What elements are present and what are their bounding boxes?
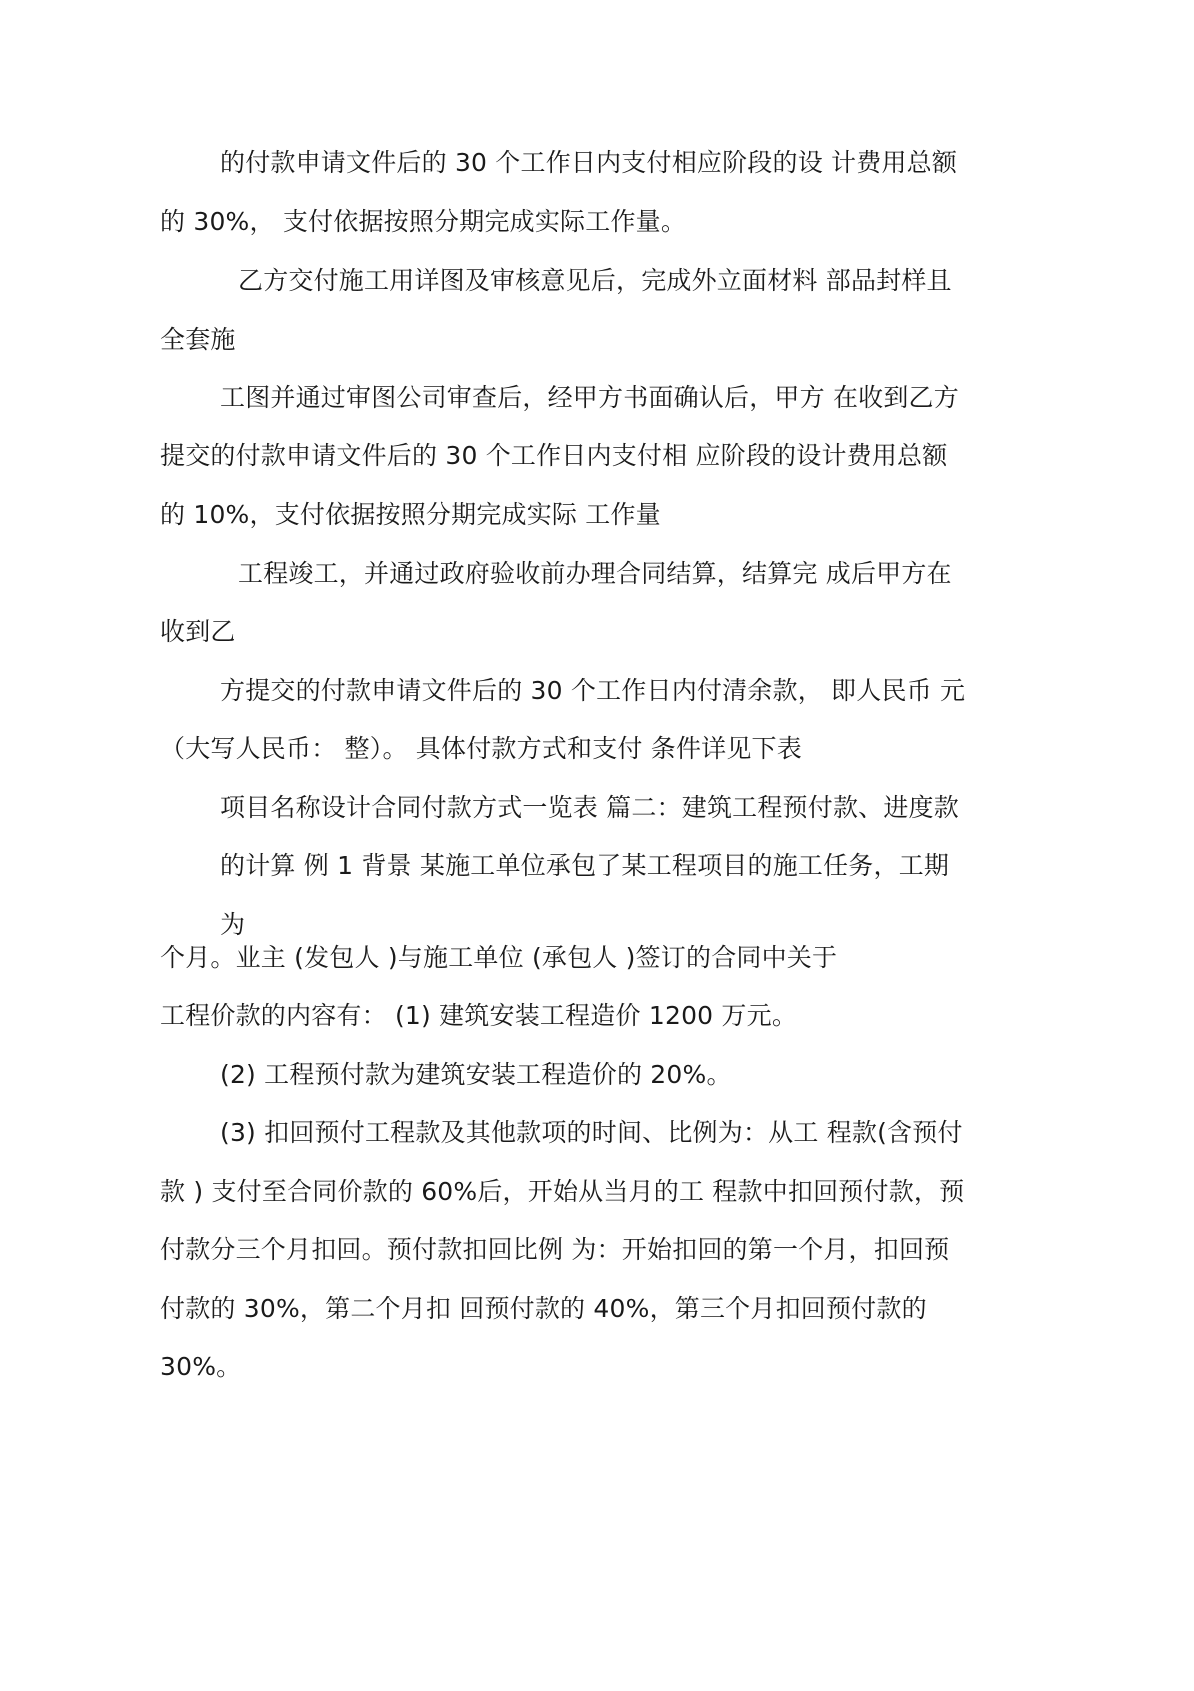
text-line: 付款的 30%，第二个月扣 回预付款的 40%，第三个月扣回预付款的 (160, 1294, 927, 1323)
text-line: 收到乙 (160, 617, 236, 646)
text-line: 30%。 (160, 1352, 242, 1381)
text-line: 工图并通过审图公司审查后，经甲方书面确认后，甲方 在收到乙方 (220, 383, 959, 412)
text-line: 的计算 例 1 背景 某施工单位承包了某工程项目的施工任务，工期 (220, 851, 950, 880)
text-line: 方提交的付款申请文件后的 30 个工作日内付清余款， 即人民币 元 (220, 676, 966, 705)
text-line: 提交的付款申请文件后的 30 个工作日内支付相 应阶段的设计费用总额 (160, 441, 948, 470)
text-line: 个月。业主 (发包人 )与施工单位 (承包人 )签订的合同中关于 (160, 943, 838, 972)
text-line: 工程竣工，并通过政府验收前办理合同结算，结算完 成后甲方在 (238, 559, 952, 588)
text-line: 乙方交付施工用详图及审核意见后，完成外立面材料 部品封样且 (238, 266, 952, 295)
text-line: 付款分三个月扣回。预付款扣回比例 为：开始扣回的第一个月，扣回预 (160, 1235, 950, 1264)
text-line: （大写人民币： 整）。 具体付款方式和支付 条件详见下表 (160, 734, 802, 763)
text-line: 的付款申请文件后的 30 个工作日内支付相应阶段的设 计费用总额 (220, 148, 958, 177)
text-line: (2) 工程预付款为建筑安装工程造价的 20%。 (220, 1060, 732, 1089)
text-line: 的 30%， 支付依据按照分期完成实际工作量。 (160, 207, 687, 236)
text-line: 款 ) 支付至合同价款的 60%后，开始从当月的工 程款中扣回预付款，预 (160, 1177, 965, 1206)
text-line: 为 (220, 910, 246, 939)
text-line: 项目名称设计合同付款方式一览表 篇二：建筑工程预付款、进度款 (220, 793, 959, 822)
text-line: (3) 扣回预付工程款及其他款项的时间、比例为：从工 程款(含预付 (220, 1118, 963, 1147)
text-line: 工程价款的内容有： (1) 建筑安装工程造价 1200 万元。 (160, 1001, 798, 1030)
text-line: 全套施 (160, 325, 236, 354)
text-line: 的 10%，支付依据按照分期完成实际 工作量 (160, 500, 661, 529)
